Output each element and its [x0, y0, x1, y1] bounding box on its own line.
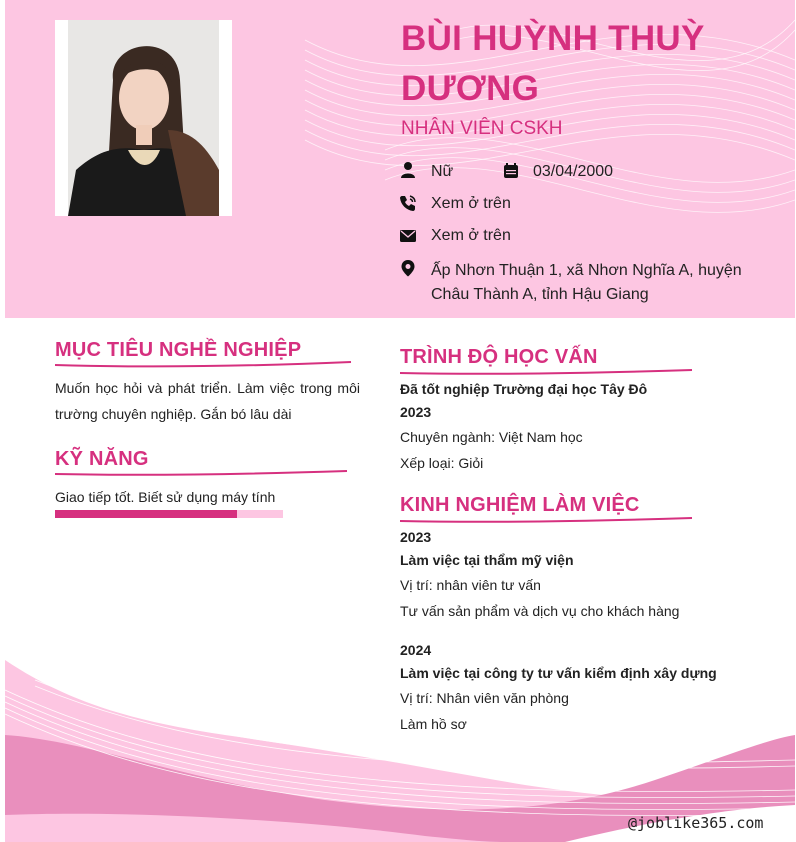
education-year: 2023 [400, 404, 432, 420]
job-title: NHÂN VIÊN CSKH [401, 118, 563, 139]
job-year: 2023 [400, 529, 432, 545]
skills-underline [55, 468, 355, 478]
education-major: Chuyên ngành: Việt Nam học [400, 429, 583, 445]
calendar-icon [502, 162, 520, 180]
job-position: Vị trí: nhân viên tư vấn [400, 577, 541, 593]
objective-underline [55, 360, 355, 370]
job-description: Làm hồ sơ [400, 716, 467, 732]
envelope-icon [399, 227, 417, 245]
footer-wave-decoration [5, 640, 795, 842]
job-year: 2024 [400, 642, 432, 658]
job-company: Làm việc tại thẩm mỹ viện [400, 552, 574, 568]
birthdate-value: 03/04/2000 [533, 163, 614, 180]
candidate-name: BÙI HUỲNH THUỲ DƯƠNG [401, 19, 705, 108]
job-description: Tư vấn sản phẩm và dịch vụ cho khách hàng [400, 603, 680, 619]
header-section [5, 0, 795, 318]
experience-underline [400, 515, 700, 525]
cv-page [5, 0, 795, 842]
education-school: Đã tốt nghiệp Trường đại học Tây Đô [400, 381, 648, 397]
map-pin-icon [399, 259, 417, 277]
skill-level-fill [55, 510, 237, 518]
education-heading: TRÌNH ĐỘ HỌC VẤN [400, 346, 598, 368]
skills-heading: KỸ NĂNG [55, 448, 149, 470]
email-value: Xem ở trên [431, 227, 511, 244]
user-icon [399, 161, 417, 179]
objective-heading: MỤC TIÊU NGHỀ NGHIỆP [55, 339, 302, 361]
gender-value: Nữ [431, 163, 454, 180]
education-grade: Xếp loại: Giỏi [400, 455, 484, 471]
watermark-text: @joblike365.com [628, 814, 764, 832]
phone-icon [399, 194, 417, 212]
phone-value: Xem ở trên [431, 195, 511, 212]
job-company: Làm việc tại công ty tư vấn kiểm định xây dựng [400, 665, 717, 681]
profile-photo [68, 20, 219, 216]
skill-label: Giao tiếp tốt. Biết sử dụng máy tính [55, 489, 276, 505]
job-position: Vị trí: Nhân viên văn phòng [400, 690, 569, 706]
objective-text: Muốn học hỏi và phát triển. Làm việc trong môi trường chuyên nghiệp. Gắn bó lâu dài [55, 380, 360, 422]
address-value: Ấp Nhơn Thuận 1, xã Nhơn Nghĩa A, huyện Châu Thành A, tỉnh Hậu Giang [431, 262, 742, 303]
skill-level-bar [55, 510, 283, 518]
experience-heading: KINH NGHIỆM LÀM VIỆC [400, 494, 640, 516]
